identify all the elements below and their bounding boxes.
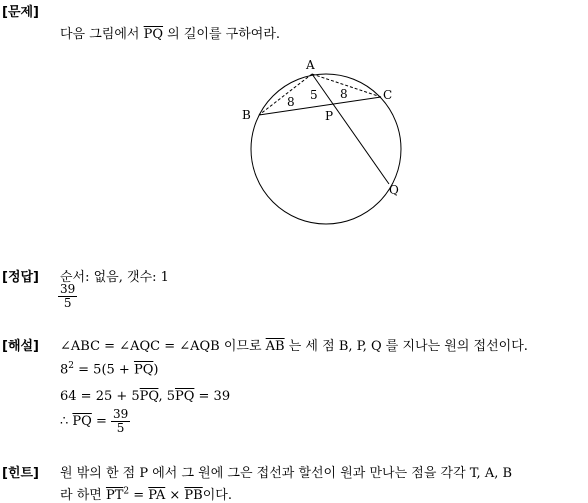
solution-line-4-denominator: 5: [116, 421, 125, 435]
solution-line-4-numerator: 39: [112, 407, 129, 421]
solution-line-3-segment-2: $\overline{PQ}$: [174, 389, 195, 404]
solution-line-3-a: 64 = 25 + 5: [60, 389, 140, 404]
point-c-label: C: [383, 88, 393, 102]
hint-line-2-a: 라 하면: [60, 488, 106, 503]
solution-line-4-a: ∴: [60, 414, 73, 429]
solution-line-2-segment: $\overline{PQ}$: [133, 362, 154, 378]
solution-line-2-b: = 5: [74, 362, 102, 378]
solution-line-4-b: =: [91, 414, 111, 429]
hint-line-2-segment-2: $\overline{PA}$: [148, 488, 166, 503]
problem-text-after: 의 길이를 구하여라.: [163, 27, 281, 42]
answer-label: [정답]: [2, 270, 39, 285]
answer-fraction: [58, 283, 77, 310]
point-q-label: Q: [389, 183, 399, 197]
solution-line-3-b: , 5: [158, 389, 175, 404]
solution-line-3-segment-1: $\overline{PQ}$: [139, 389, 159, 404]
length-ap-label: 5: [310, 88, 318, 102]
chord-bc: [259, 97, 381, 115]
solution-line-4: [60, 408, 130, 435]
answer-meta: 순서: 없음, 갯수: 1: [60, 270, 169, 285]
answer-denominator: 5: [63, 296, 72, 310]
solution-line-4-segment: $\overline{PQ}$: [72, 414, 92, 429]
problem-text-before: 다음 그림에서: [60, 27, 144, 42]
hint-line-2-b: =: [129, 488, 149, 503]
hint-line-2-segment-1: $\overline{PT}$: [105, 488, 124, 503]
hint-label: [힌트]: [2, 466, 39, 481]
solution-line-1: [60, 335, 528, 354]
solution-line-2-d: ): [153, 362, 159, 378]
problem-label: [문제]: [2, 5, 39, 20]
hint-line-2-sup: 2: [123, 486, 130, 497]
length-ab-label: 8: [287, 95, 295, 109]
hint-line-1: 원 밖의 한 점 P 에서 그 원에 그은 접선과 할선이 원과 만나는 점을 각각 T, A, B: [60, 466, 513, 481]
hint-line-2-c: ×: [165, 488, 185, 503]
solution-line-2: [60, 361, 158, 377]
line-aq: [312, 74, 389, 184]
solution-line-1-a: ∠ABC = ∠AQC = ∠AQB 이므로: [60, 339, 266, 354]
point-p-label: P: [325, 109, 334, 123]
solution-line-2-sup: 2: [68, 361, 75, 371]
hint-line-2-d: 이다.: [202, 488, 232, 503]
point-b-label: B: [242, 108, 251, 122]
hint-line-2: [60, 484, 232, 503]
solution-line-2-c: (5 +: [101, 362, 134, 378]
solution-line-2-a: 8: [60, 362, 69, 378]
length-ac-label: 8: [340, 87, 348, 101]
solution-line-3-c: = 39: [194, 389, 231, 404]
solution-line-1-segment: $\overline{AB}$: [265, 339, 285, 354]
circle-figure: [236, 56, 416, 232]
solution-line-3: [60, 389, 230, 404]
problem-text: [60, 23, 280, 42]
problem-segment: $\overline{PQ}$: [143, 27, 164, 42]
answer-numerator: 39: [60, 282, 76, 296]
solution-label: [해설]: [2, 339, 39, 354]
hint-line-2-segment-3: $\overline{PB}$: [184, 488, 203, 503]
solution-line-1-b: 는 세 점 B, P, Q 를 지나는 원의 접선이다.: [284, 339, 528, 354]
point-a-label: A: [306, 58, 315, 72]
